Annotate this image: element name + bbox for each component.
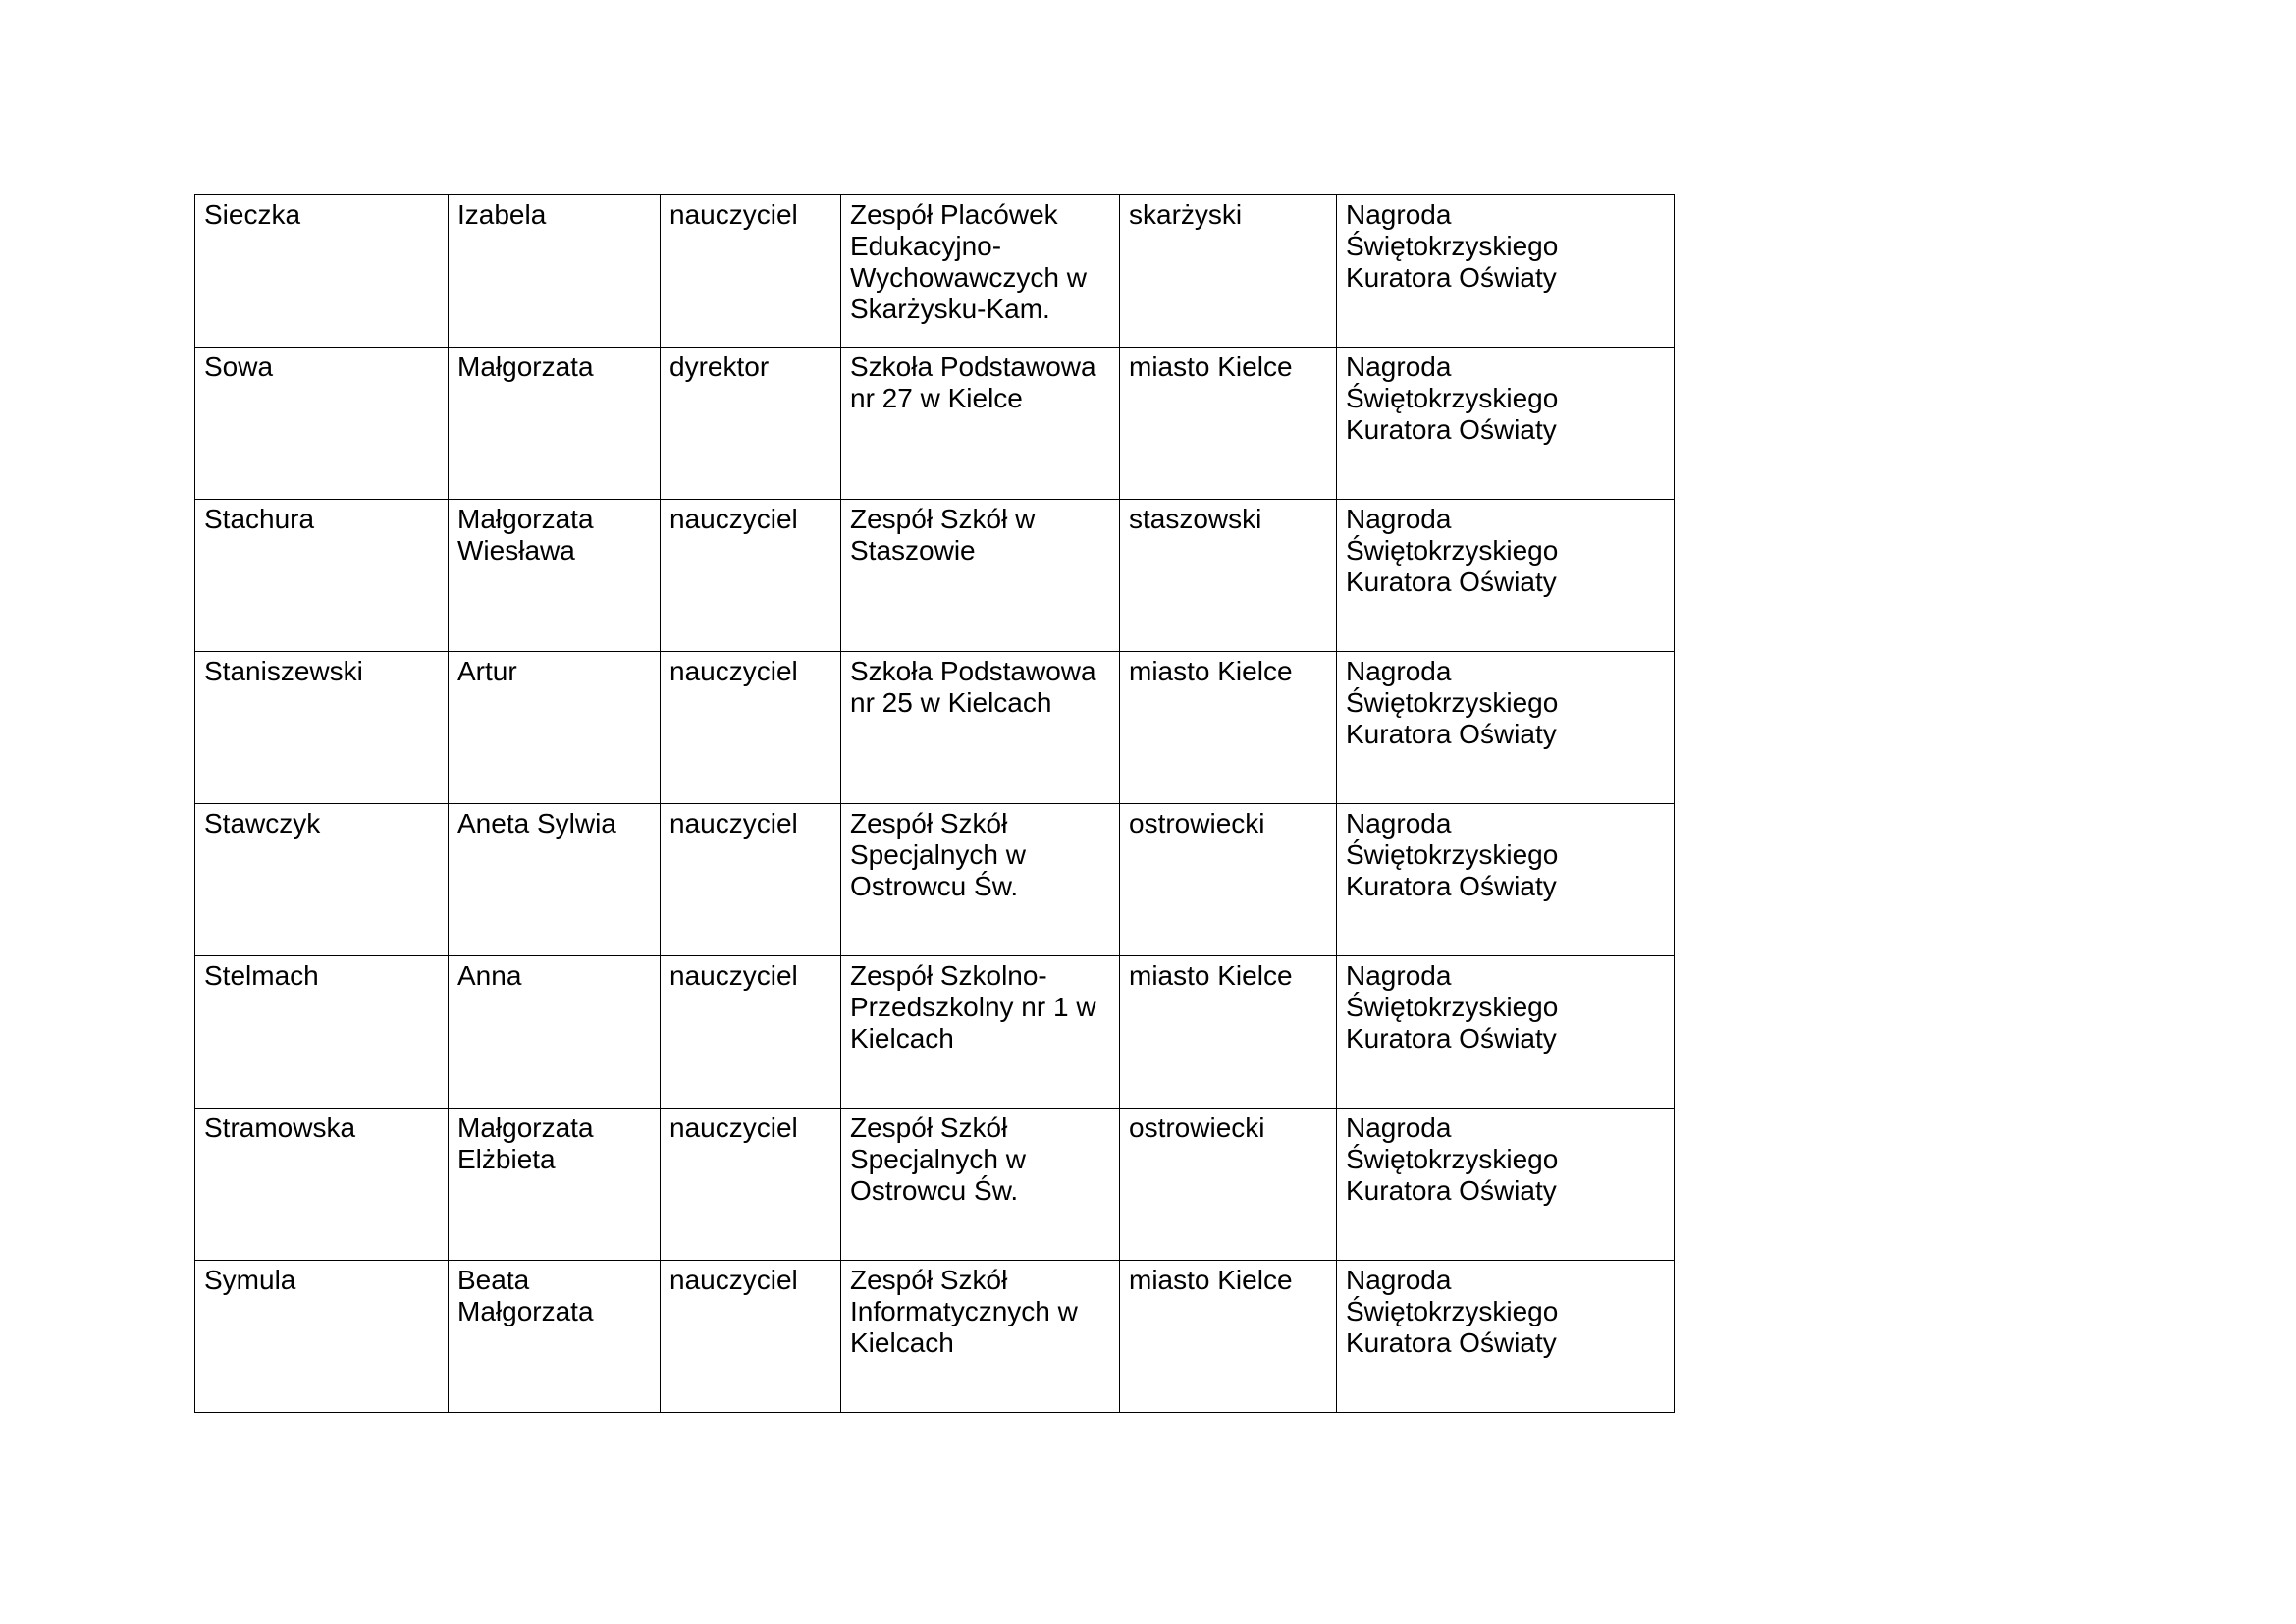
award-cell (1337, 956, 1675, 1109)
award-line: Świętokrzyskiego (1346, 839, 1559, 870)
first-name-line: Wiesława (457, 535, 575, 566)
award-line: Kuratora Oświaty (1346, 719, 1557, 749)
school-line: Zespół Szkół w (850, 504, 1036, 534)
surname-cell: Stramowska (195, 1109, 449, 1261)
school-cell (841, 500, 1120, 652)
award-cell (1337, 1261, 1675, 1413)
position-cell: nauczyciel (661, 804, 841, 956)
award-line: Kuratora Oświaty (1346, 1175, 1557, 1206)
award-cell (1337, 652, 1675, 804)
surname-cell: Sowa (195, 348, 449, 500)
first-name-line: Małgorzata (457, 504, 594, 534)
school-line: Zespół Placówek (850, 199, 1058, 230)
district-cell: skarżyski (1120, 195, 1337, 348)
award-line: Kuratora Oświaty (1346, 1023, 1557, 1054)
position-cell: nauczyciel (661, 1109, 841, 1261)
school-line: Edukacyjno- (850, 231, 1002, 261)
first-name-line: Małgorzata (457, 1112, 594, 1143)
first-name-cell (449, 956, 661, 1109)
position-cell: nauczyciel (661, 652, 841, 804)
school-line: Staszowie (850, 535, 976, 566)
position-cell: nauczyciel (661, 956, 841, 1109)
award-cell (1337, 1109, 1675, 1261)
award-line: Kuratora Oświaty (1346, 414, 1557, 445)
first-name-cell (449, 1109, 661, 1261)
award-line: Kuratora Oświaty (1346, 262, 1557, 293)
school-line: Kielcach (850, 1327, 954, 1358)
award-line: Kuratora Oświaty (1346, 567, 1557, 597)
award-line: Świętokrzyskiego (1346, 383, 1559, 413)
first-name-line: Elżbieta (457, 1144, 556, 1174)
first-name-line: Małgorzata (457, 352, 594, 382)
surname-cell: Symula (195, 1261, 449, 1413)
first-name-line: Artur (457, 656, 517, 686)
first-name-line: Izabela (457, 199, 547, 230)
position-cell: nauczyciel (661, 195, 841, 348)
table-row (195, 956, 1675, 1109)
award-line: Nagroda (1346, 352, 1452, 382)
table-row (195, 500, 1675, 652)
school-line: Ostrowcu Św. (850, 871, 1019, 901)
position-cell: nauczyciel (661, 1261, 841, 1413)
first-name-cell (449, 500, 661, 652)
award-line: Nagroda (1346, 504, 1452, 534)
district-cell: miasto Kielce (1120, 652, 1337, 804)
school-line: Zespół Szkół (850, 1112, 1008, 1143)
school-cell (841, 195, 1120, 348)
table-row (195, 1109, 1675, 1261)
school-line: nr 25 w Kielcach (850, 687, 1052, 718)
award-line: Nagroda (1346, 960, 1452, 991)
school-line: Zespół Szkolno- (850, 960, 1047, 991)
first-name-cell (449, 195, 661, 348)
school-cell (841, 804, 1120, 956)
district-cell: miasto Kielce (1120, 348, 1337, 500)
school-cell (841, 652, 1120, 804)
award-line: Świętokrzyskiego (1346, 1296, 1559, 1326)
school-line: Informatycznych w (850, 1296, 1078, 1326)
first-name-cell (449, 804, 661, 956)
award-line: Świętokrzyskiego (1346, 992, 1559, 1022)
award-cell (1337, 195, 1675, 348)
first-name-cell (449, 1261, 661, 1413)
award-cell (1337, 348, 1675, 500)
school-line: Zespół Szkół (850, 1265, 1008, 1295)
school-line: Kielcach (850, 1023, 954, 1054)
school-line: Szkoła Podstawowa (850, 352, 1096, 382)
school-cell (841, 348, 1120, 500)
school-line: Specjalnych w (850, 1144, 1026, 1174)
award-cell (1337, 500, 1675, 652)
first-name-line: Aneta Sylwia (457, 808, 616, 839)
award-line: Świętokrzyskiego (1346, 535, 1559, 566)
award-line: Świętokrzyskiego (1346, 1144, 1559, 1174)
first-name-cell (449, 652, 661, 804)
school-line: Szkoła Podstawowa (850, 656, 1096, 686)
surname-cell: Staniszewski (195, 652, 449, 804)
district-cell: staszowski (1120, 500, 1337, 652)
school-cell (841, 1261, 1120, 1413)
award-line: Nagroda (1346, 199, 1452, 230)
district-cell: miasto Kielce (1120, 956, 1337, 1109)
award-line: Świętokrzyskiego (1346, 231, 1559, 261)
school-line: nr 27 w Kielce (850, 383, 1023, 413)
table-body (195, 195, 1675, 1413)
surname-cell: Sieczka (195, 195, 449, 348)
district-cell: ostrowiecki (1120, 804, 1337, 956)
first-name-cell (449, 348, 661, 500)
table-row (195, 348, 1675, 500)
first-name-line: Anna (457, 960, 522, 991)
district-cell: ostrowiecki (1120, 1109, 1337, 1261)
award-line: Nagroda (1346, 1112, 1452, 1143)
surname-cell: Stawczyk (195, 804, 449, 956)
awards-table (194, 194, 1675, 1413)
position-cell: nauczyciel (661, 500, 841, 652)
surname-cell: Stelmach (195, 956, 449, 1109)
award-line: Nagroda (1346, 808, 1452, 839)
table-row (195, 652, 1675, 804)
school-cell (841, 1109, 1120, 1261)
table-row (195, 1261, 1675, 1413)
table-row (195, 804, 1675, 956)
district-cell: miasto Kielce (1120, 1261, 1337, 1413)
table-row (195, 195, 1675, 348)
first-name-line: Małgorzata (457, 1296, 594, 1326)
school-cell (841, 956, 1120, 1109)
position-cell: dyrektor (661, 348, 841, 500)
school-line: Ostrowcu Św. (850, 1175, 1019, 1206)
school-line: Wychowawczych w (850, 262, 1087, 293)
surname-cell: Stachura (195, 500, 449, 652)
first-name-line: Beata (457, 1265, 530, 1295)
school-line: Specjalnych w (850, 839, 1026, 870)
award-line: Nagroda (1346, 1265, 1452, 1295)
school-line: Przedszkolny nr 1 w (850, 992, 1096, 1022)
school-line: Skarżysku-Kam. (850, 294, 1050, 324)
award-line: Nagroda (1346, 656, 1452, 686)
award-line: Świętokrzyskiego (1346, 687, 1559, 718)
award-cell (1337, 804, 1675, 956)
award-line: Kuratora Oświaty (1346, 1327, 1557, 1358)
school-line: Zespół Szkół (850, 808, 1008, 839)
award-line: Kuratora Oświaty (1346, 871, 1557, 901)
